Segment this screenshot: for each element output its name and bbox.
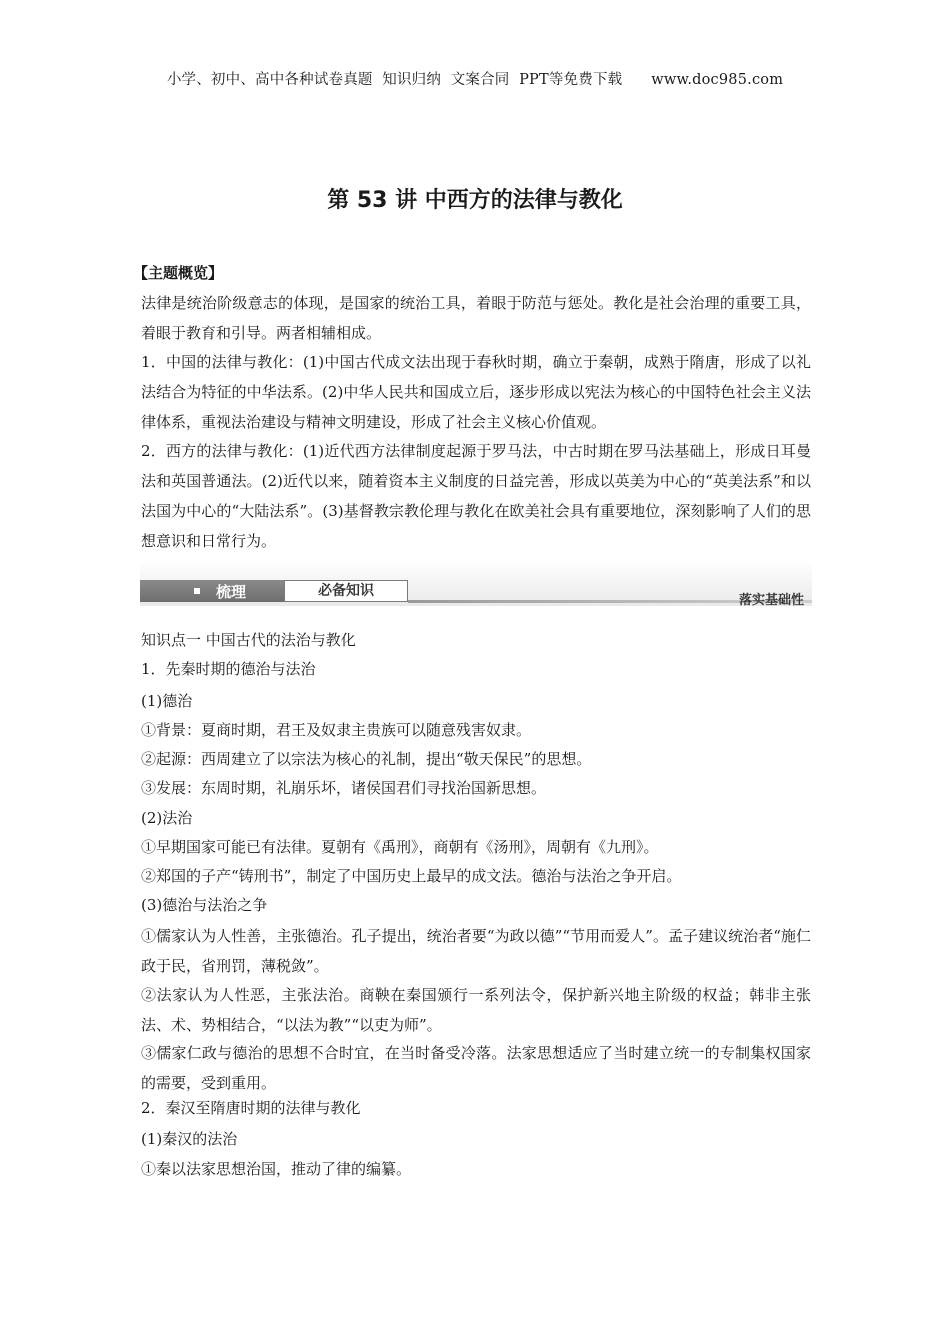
list-item: ①背景：夏商时期，君王及奴隶主贵族可以随意残害奴隶。 xyxy=(141,721,532,739)
banner-right-label: 落实基础性 xyxy=(738,593,804,608)
banner-box-label: 必备知识 xyxy=(284,580,408,602)
overview-label: 【主题概览】 xyxy=(133,264,224,282)
banner-tab-label: 梳理 xyxy=(216,583,247,601)
section-banner xyxy=(140,560,812,606)
overview-paragraph-3: 2．西方的法律与教化：(1)近代西方法律制度起源于罗马法，中古时期在罗马法基础上，形成日耳曼法和英国普通法。(2)近代以来，随着资本主义制度的日益完善，形成以英美为中心的“英美法系”和以法国为中心的“大陆法系”。(3)基督教宗教伦理与教化在欧美社会具有重要地位，深刻影响了人们的思想意识和日常行为。 xyxy=(141,442,811,550)
overview-paragraph-2: 1．中国的法律与教化：(1)中国古代成文法出现于春秋时期，确立于秦朝，成熟于隋唐，形成了以礼法结合为特征的中华法系。(2)中华人民共和国成立后，逐步形成以宪法为核心的中国特色社会主义法律体系，重视法治建设与精神文明建设，形成了社会主义核心价值观。 xyxy=(141,353,811,431)
list-item: ①早期国家可能已有法律。夏朝有《禹刑》，商朝有《汤刑》，周朝有《九刑》。 xyxy=(141,838,659,856)
knowledge-point-heading: 知识点一 中国古代的法治与教化 xyxy=(141,631,356,649)
page-title: 第 53 讲 中西方的法律与教化 xyxy=(327,188,623,213)
section-heading-2: 2．秦汉至隋唐时期的法律与教化 xyxy=(141,1099,361,1117)
section-heading-1: 1．先秦时期的德治与法治 xyxy=(141,660,316,678)
subsection-heading-qinhan: (1)秦汉的法治 xyxy=(141,1130,238,1148)
list-item: ②郑国的子产“铸刑书”，制定了中国历史上最早的成文法。德治与法治之争开启。 xyxy=(141,867,682,885)
list-item: ①秦以法家思想治国，推动了律的编纂。 xyxy=(141,1160,412,1178)
subsection-heading-debate: (3)德治与法治之争 xyxy=(141,896,268,914)
list-item: ②法家认为人性恶，主张法治。商鞅在秦国颁行一系列法令，保护新兴地主阶级的权益；韩非主张法、术、势相结合，“以法为教”“以吏为师”。 xyxy=(141,986,811,1034)
page-header: 小学、初中、高中各种试卷真题 知识归纳 文案合同 PPT等免费下载 www.doc985.com xyxy=(166,72,784,88)
overview-paragraph-1: 法律是统治阶级意志的体现，是国家的统治工具，着眼于防范与惩处。教化是社会治理的重要工具，着眼于教育和引导。两者相辅相成。 xyxy=(141,294,811,342)
list-item: ①儒家认为人性善，主张德治。孔子提出，统治者要“为政以德”“节用而爱人”。孟子建议统治者“施仁政于民，省刑罚，薄税敛”。 xyxy=(141,927,811,975)
subsection-heading-dezhi: (1)德治 xyxy=(141,692,193,710)
list-item: ③儒家仁政与德治的思想不合时宜，在当时备受冷落。法家思想适应了当时建立统一的专制集权国家的需要，受到重用。 xyxy=(141,1044,811,1092)
list-item: ③发展：东周时期，礼崩乐坏，诸侯国君们寻找治国新思想。 xyxy=(141,779,547,797)
square-bullet-icon xyxy=(194,588,200,594)
list-item: ②起源：西周建立了以宗法为核心的礼制，提出“敬天保民”的思想。 xyxy=(141,750,592,768)
banner-tab xyxy=(140,580,285,602)
subsection-heading-fazhi: (2)法治 xyxy=(141,809,193,827)
